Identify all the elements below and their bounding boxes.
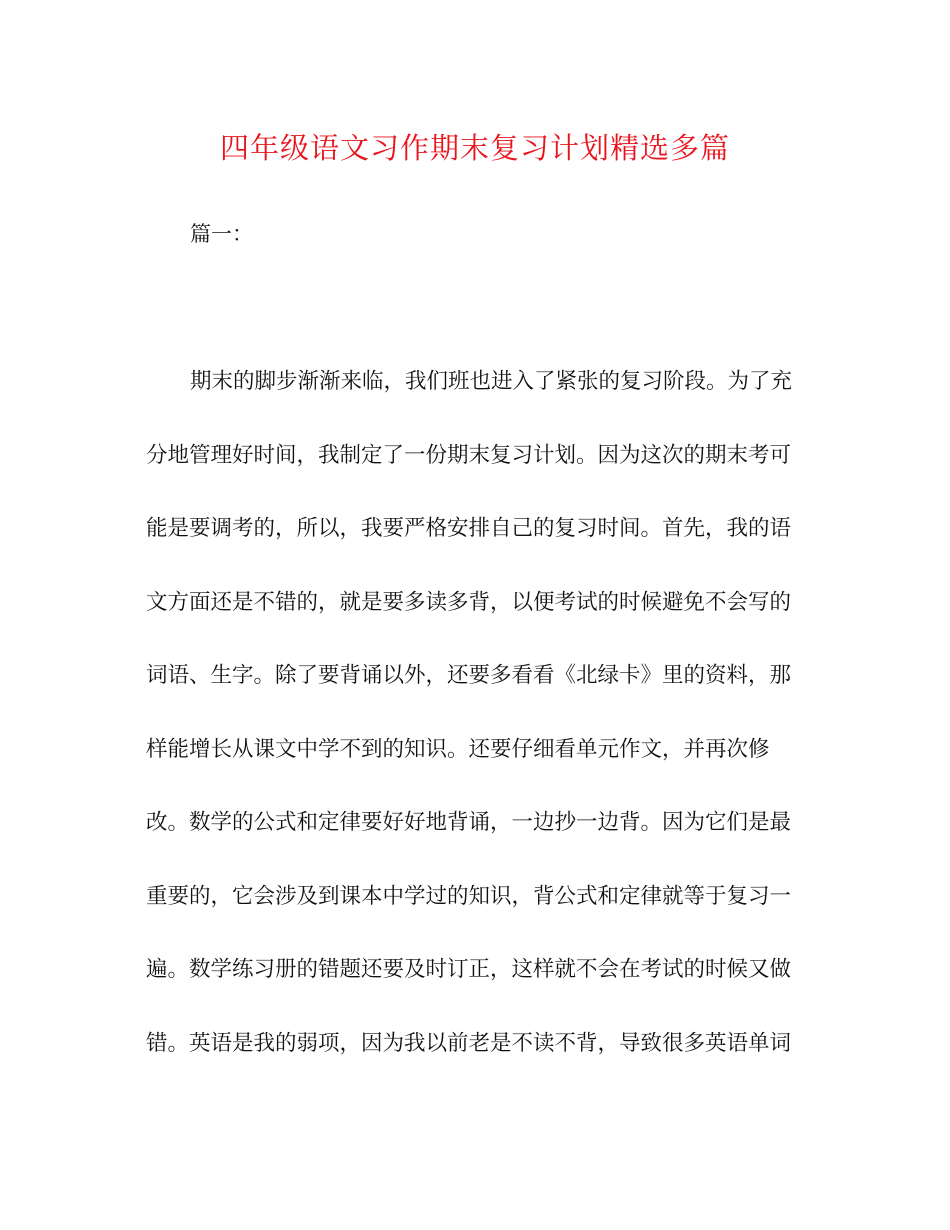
document-title: 四年级语文习作期末复习计划精选多篇 xyxy=(219,131,730,165)
body-line: 改。数学的公式和定律要好好地背诵，一边抄一边背。因为它们是最 xyxy=(146,810,792,835)
body-text xyxy=(146,364,806,1099)
body-line: 遍。数学练习册的错题还要及时订正，这样就不会在考试的时候又做 xyxy=(146,957,792,982)
body-line: 文方面还是不错的，就是要多读多背，以便考试的时候避免不会写的 xyxy=(146,589,792,615)
body-line: 词语、生字。除了要背诵以外，还要多看看《北绿卡》里的资料，那 xyxy=(146,663,792,688)
body-line: 样能增长从课文中学不到的知识。还要仔细看单元作文，并再次修 xyxy=(146,736,770,762)
body-line: 期末的脚步渐渐来临，我们班也进入了紧张的复习阶段。为了充 xyxy=(190,369,793,394)
body-line: 错。英语是我的弱项，因为我以前老是不读不背，导致很多英语单词 xyxy=(146,1030,792,1056)
body-line: 重要的，它会涉及到课本中学过的知识，背公式和定律就等于复习一 xyxy=(146,883,792,909)
body-line: 能是要调考的，所以，我要严格安排自己的复习时间。首先，我的语 xyxy=(146,516,792,541)
section-label: 篇一： xyxy=(190,222,253,246)
body-line: 分地管理好时间，我制定了一份期末复习计划。因为这次的期末考可 xyxy=(146,442,792,468)
